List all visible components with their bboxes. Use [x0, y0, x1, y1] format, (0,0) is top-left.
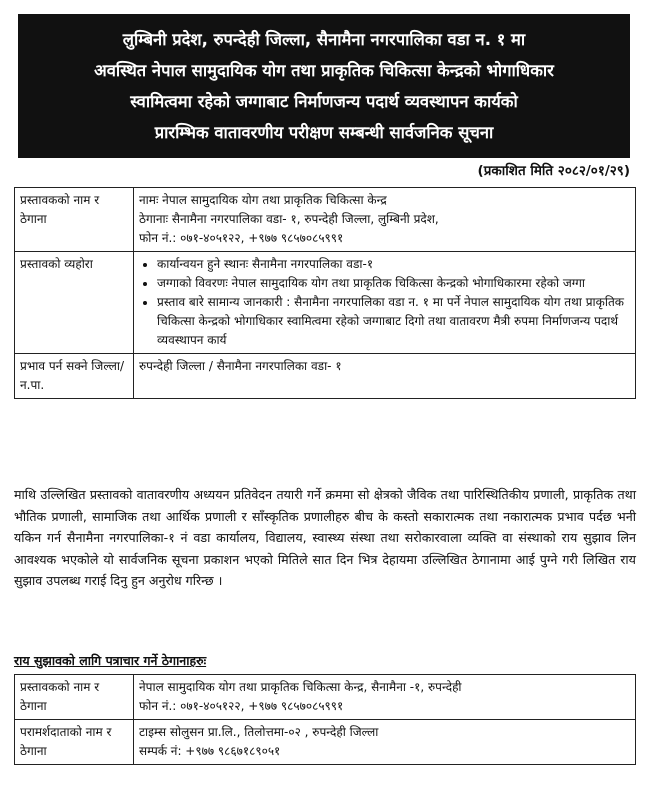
title-line-4: प्रारम्भिक वातावरणीय परीक्षण सम्बन्धी सार्वजनिक सूचना: [154, 123, 494, 142]
proposal-description: [134, 252, 636, 354]
proposal-details-table: [14, 187, 636, 399]
proposer-address: ठेगानाः सैनामैना नगरपालिका वडा- १, रुपन्देही जिल्ला, लुम्बिनी प्रदेश,: [139, 212, 439, 226]
affected-area-value: रुपन्देही जिल्ला / सैनामैना नगरपालिका वडा- १: [134, 354, 636, 399]
list-item: • कार्यान्वयन हुने स्थानः सैनामैना नगरपालिका वडा-१: [157, 255, 630, 274]
consultant-label: परामर्शदाताको नाम र ठेगाना: [15, 720, 134, 765]
proposer-label: प्रस्तावकको नाम र ठेगाना: [15, 675, 134, 720]
consultant-phone: सम्पर्क नं: +९७७ ९८६७१८९०५१: [139, 744, 281, 758]
proposer-contact-address: नेपाल सामुदायिक योग तथा प्राकृतिक चिकित्सा केन्द्र, सैनामैना -१, रुपन्देही: [139, 680, 462, 694]
correspondence-heading: राय सुझावको लागि पत्राचार गर्ने ठेगानाहरुः: [14, 653, 207, 668]
consultant-address: टाइम्स सोलुसन प्रा.लि., तिलोत्तमा-०२ , रुपन्देही जिल्ला: [139, 725, 379, 739]
proposer-name: नामः नेपाल सामुदायिक योग तथा प्राकृतिक चिकित्सा केन्द्र: [139, 193, 387, 207]
proposer-details: [134, 188, 636, 252]
proposer-label: प्रस्तावकको नाम र ठेगाना: [15, 188, 134, 252]
proposer-contact-phone: फोन नं.: ०७१-४०५१२२, +९७७ ९८५७०८५९९१: [139, 699, 344, 713]
correspondence-table: [14, 674, 636, 765]
table-row: [15, 252, 636, 354]
title-line-2: अवस्थित नेपाल सामुदायिक योग तथा प्राकृतिक चिकित्सा केन्द्रको भोगाधिकार: [94, 61, 554, 80]
notice-title-banner: [18, 14, 630, 158]
table-row: [15, 675, 636, 720]
affected-area-label: प्रभाव पर्न सक्ने जिल्ला/न.पा.: [15, 354, 134, 399]
table-row: [15, 354, 636, 399]
table-row: [15, 188, 636, 252]
consultant-contact: [134, 720, 636, 765]
table-row: [15, 720, 636, 765]
title-line-1: लुम्बिनी प्रदेश, रुपन्देही जिल्ला, सैनामैना नगरपालिका वडा न. १ मा: [122, 30, 526, 49]
proposer-phone: फोन नं.: ०७१-४०५१२२, +९७७ ९८५७०८५९९१: [139, 231, 344, 245]
proposal-description-label: प्रस्तावको व्यहोरा: [15, 252, 134, 354]
published-date: (प्रकाशित मिति २०८२/०१/२९): [477, 163, 630, 179]
notice-body-paragraph: माथि उल्लिखित प्रस्तावको वातावरणीय अध्ययन प्रतिवेदन तयारी गर्ने क्रममा सो क्षेत्रको जैविक तथा पारिस्थितिकीय प्रणाली, प्राकृतिक तथा भौतिक प्रणाली, सामाजिक तथा आर्थिक प्रणाली र साँस्कृतिक प्रणालीहरु बीच के कस्तो सकारात्मक तथा नकारात्मक प्रभाव पर्दछ भनी यकिन गर्न सैनामैना नगरपालिका-१ नं वडा कार्यालय, विद्यालय, स्वास्थ्य संस्था तथा सरोकारवाला व्यक्ति वा संस्थाको राय सुझाव लिन आवश्यक भएकोले यो सार्वजनिक सूचना प्रकाशन भएको मितिले सात दिन भित्र देहायमा उल्लिखित ठेगानामा आई पुग्ने गरी लिखित राय सुझाव उपलब्ध गराई दिनु हुन अनुरोध गरिन्छ ।: [14, 487, 636, 588]
list-item: • जग्गाको विवरणः नेपाल सामुदायिक योग तथा प्राकृतिक चिकित्सा केन्द्रको भोगाधिकारमा रहेको जग्गा: [157, 274, 630, 293]
title-line-3: स्वामित्वमा रहेको जग्गाबाट निर्माणजन्य पदार्थ व्यवस्थापन कार्यको: [130, 92, 518, 111]
list-item: • प्रस्ताव बारे सामान्य जानकारी : सैनामैना नगरपालिका वडा न. १ मा पर्ने नेपाल सामुदायिक योग तथा प्राकृतिक चिकित्सा केन्द्रको भोगाधिकार स्वामित्वमा रहेको जग्गाबाट दिगो तथा वातावरण मैत्री रुपमा निर्माणजन्य पदार्थ व्यवस्थापन कार्य: [157, 293, 630, 350]
proposer-contact: [134, 675, 636, 720]
proposal-bullet-list: [139, 255, 630, 350]
